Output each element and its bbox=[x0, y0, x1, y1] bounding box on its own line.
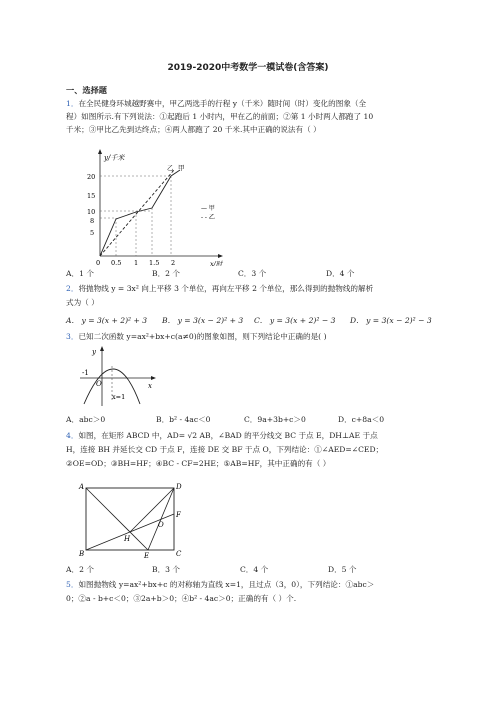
section-heading: 一、选择题 bbox=[66, 85, 107, 95]
q3-option-d[interactable]: D．c+8a＜0 bbox=[338, 415, 385, 424]
q4-line3: ②OE=OD；③BH=HF；④BC - CF=2HE；⑤AB=HF，其中正确的有（ ） bbox=[66, 459, 331, 468]
q3-option-b[interactable]: B．b² - 4ac＜0 bbox=[156, 415, 211, 424]
q1-graph bbox=[78, 146, 228, 266]
q2-option-c[interactable]: C． y = 3(x + 2)² − 3 bbox=[254, 316, 336, 325]
q3-option-a[interactable]: A．abc＞0 bbox=[66, 415, 106, 424]
q2-line1: 2．将抛物线 y = 3x² 向上平移 3 个单位，再向左平移 2 个单位，那么得到的抛物线的解析 bbox=[66, 284, 374, 293]
q4-label-f: F bbox=[176, 511, 181, 519]
q3-option-c[interactable]: C．9a+3b+c＞0 bbox=[244, 415, 306, 424]
q3-minus1: -1 bbox=[82, 369, 89, 377]
q1-xtick: 2 bbox=[171, 259, 176, 266]
q1-end-label: 乙 bbox=[167, 164, 174, 172]
q1-option-b[interactable]: B．2 个 bbox=[152, 269, 181, 278]
q1-ylabel: y/千米 bbox=[104, 154, 125, 162]
q4-label-h: H bbox=[124, 535, 131, 543]
q1-ytick: 8 bbox=[90, 217, 95, 225]
q1-line1: 1．在全民健身环城越野赛中，甲乙两选手的行程 y（千米）随时间（时）变化的图象（全 bbox=[66, 99, 367, 108]
q1-ytick: 10 bbox=[87, 208, 96, 216]
q4-option-b[interactable]: B．3 个 bbox=[152, 565, 181, 574]
q3-origin: O bbox=[96, 380, 102, 388]
q4-figure bbox=[76, 480, 188, 560]
q4-label-d: D bbox=[176, 483, 182, 491]
q3-number: 3． bbox=[66, 332, 79, 341]
q2-number: 2． bbox=[66, 284, 79, 293]
q3-options bbox=[66, 414, 446, 426]
q3-xlabel: x bbox=[148, 382, 152, 390]
q1-ytick: 15 bbox=[87, 192, 96, 200]
q1-number: 1． bbox=[66, 99, 79, 108]
q4-label-e: E bbox=[144, 552, 150, 560]
q4-line1: 4．如图，在矩形 ABCD 中，AD= √2 AB，∠BAD 的平分线交 BC 于点 E，DH⊥AE 于点 bbox=[66, 431, 378, 440]
q4-option-c[interactable]: C．4 个 bbox=[240, 565, 269, 574]
q2-option-a[interactable]: A． y = 3(x + 2)² + 3 bbox=[66, 316, 148, 325]
q1-end-label: 甲 bbox=[178, 164, 185, 172]
q1-option-c[interactable]: C．3 个 bbox=[238, 269, 267, 278]
q1-line3: 千米；③甲比乙先到达终点；④两人都跑了 20 千米.其中正确的说法有（ ） bbox=[66, 125, 321, 134]
q1-legend: - - 乙 bbox=[201, 214, 215, 221]
q1-line2: 程）如图所示.有下列说法：①起跑后 1 小时内，甲在乙的前面；②第 1 小时两人都跑了 10 bbox=[66, 112, 374, 121]
q3-ylabel: y bbox=[92, 348, 96, 356]
q4-option-a[interactable]: A．2 个 bbox=[66, 565, 94, 574]
q4-label-a: A bbox=[79, 483, 85, 491]
q4-option-d[interactable]: D．5 个 bbox=[328, 565, 357, 574]
q1-ytick: 20 bbox=[87, 173, 96, 181]
q1-line-jia bbox=[100, 170, 180, 256]
q5-line2: 0；②a - b+c＜0；③2a+b＞0；④b² - 4ac＞0；正确的有（ ）个. bbox=[66, 594, 297, 603]
page-title: 2019-2020中考数学一模试卷(含答案) bbox=[167, 63, 329, 73]
q4-line2: H，连接 BH 并延长交 CD 于点 F，连接 DE 交 BF 于点 O，下列结论：①∠AED=∠CED； bbox=[66, 445, 384, 454]
q2-option-d[interactable]: D． y = 3(x − 2)² − 3 bbox=[350, 316, 432, 325]
q1-xtick: 1.5 bbox=[149, 259, 160, 266]
q4-label-o: O bbox=[158, 521, 164, 529]
q1-xtick: 0.5 bbox=[111, 259, 122, 266]
q3-axis-label: x=1 bbox=[112, 393, 126, 401]
q5-number: 5． bbox=[66, 580, 79, 589]
q1-ytick: 5 bbox=[90, 229, 95, 237]
q3-graph bbox=[78, 344, 158, 410]
q1-options bbox=[66, 268, 446, 280]
q1-legend: — 甲 bbox=[201, 205, 215, 212]
q3-line1: 3．已知二次函数 y=ax²+bx+c(a≠0)的图象如图，则下列结论中正确的是( ) bbox=[66, 332, 327, 341]
q1-xlabel: x/时 bbox=[210, 260, 223, 266]
q5-line1: 5．如图抛物线 y=ax²+bx+c 的对称轴为直线 x=1，且过点（3，0），下列结论：①abc＞ bbox=[66, 580, 375, 589]
q1-xtick: 0 bbox=[96, 259, 101, 266]
q1-option-d[interactable]: D．4 个 bbox=[326, 269, 355, 278]
q2-line2: 式为（ ） bbox=[66, 298, 99, 307]
q4-number: 4． bbox=[66, 431, 79, 440]
q1-line-yi bbox=[100, 170, 174, 256]
q4-label-b: B bbox=[79, 550, 85, 558]
q4-label-c: C bbox=[176, 550, 182, 558]
q4-options bbox=[66, 564, 446, 576]
q1-option-a[interactable]: A．1 个 bbox=[66, 269, 94, 278]
q1-xtick: 1 bbox=[134, 259, 139, 266]
q2-option-b[interactable]: B． y = 3(x − 2)² + 3 bbox=[162, 316, 244, 325]
q2-options bbox=[66, 315, 446, 327]
